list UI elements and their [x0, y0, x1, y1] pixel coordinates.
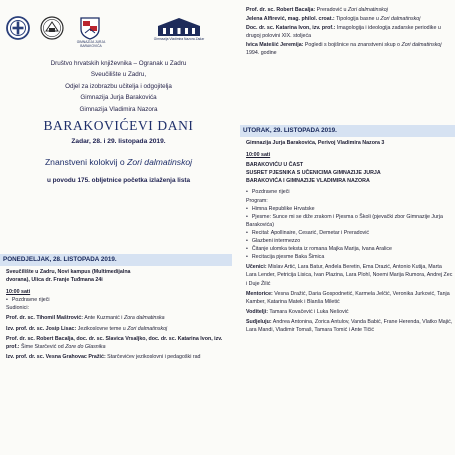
organizer-line: Gimnazija Jurja Barakovića [80, 94, 157, 102]
talk-speaker: Prof. dr. sc. Tihomil Maštrović: [6, 315, 84, 322]
talk-item [246, 24, 452, 40]
program-item: • Pjesme: Sunce mi se diže zrakom i Pjesma o Školi (pjevački zbor Gimnazije Jurja Barakovića) [246, 213, 453, 229]
program-item: • Glazbeni intermezzo [246, 237, 453, 245]
talk-item [6, 325, 232, 333]
talk-item [6, 335, 232, 351]
talk-title-tail: 1994. godine [246, 50, 277, 57]
organizer-line: Odjel za izobrazbu učitelja i odgojitelja [65, 82, 172, 90]
program-item: • Himna Republike Hrvatske [246, 205, 453, 213]
talk-title-italic: Zori dalmatinskoj [380, 16, 421, 23]
right-column [240, 0, 455, 455]
talk-speaker: Ivica Matešić Jeremija: [246, 42, 304, 49]
subtitle-italic: Zori dalmatinskoj [127, 157, 193, 167]
event-date: Zadar, 28. i 29. listopada 2019. [71, 138, 166, 145]
program-item: • Čitanje ulomka teksta iz romana Majka Marija, Ivana Aralice [246, 245, 453, 253]
talk-speaker: Jelena Alfirević, mag. philol. croat.: [246, 16, 335, 23]
day1-bar: PONEDJELJAK, 28. LISTOPADA 2019. [0, 254, 232, 266]
day2-venue: Gimnazija Jurja Barakovića, Perivoj Vladimira Nazora 3 [246, 140, 385, 146]
organizer-line: Sveučilište u Zadru, [90, 71, 147, 79]
group-members: Andrea Antonina, Zorica Antulov, Vanda Babić, Frane Herenda, Vlatko Majić, Lara Mandi, Vladimir Tomaš, Tamara Tomić i Ante Tičić [246, 318, 453, 333]
event-title: BARAKOVIĆEVI DANI [43, 118, 194, 133]
group-label: Voditelji: [246, 308, 268, 315]
talk-speaker: Prof. dr. sc. Robert Bacalja, doc. dr. sc. Slavica Vrsaljko, doc. dr. sc. Katarina Ivon, izv. prof.: [6, 335, 223, 350]
talk-title: Pogledi s bojišnice na znanstveni skup o [303, 42, 402, 49]
day2-bar: UTORAK, 29. LISTOPADA 2019. [240, 125, 455, 137]
talk-title-italic: Zora dalmatinska [123, 315, 165, 322]
day2-time: 10:00 sati [246, 152, 271, 159]
day2-heading-line: BARAKOVIĆA I GIMNAZIJE VLADIMIRA NAZORA [246, 178, 370, 185]
nazora-caption: Gimnazija Vladimira Nazora Zadar [153, 37, 205, 41]
talk-title: Ante Kuzmanić i [83, 315, 124, 322]
day2-body [246, 139, 453, 334]
group-members: Mislav Artić, Lara Batur, Anđela Beretin, Ema Drazić, Antonio Kutija, Marta Lara Lender, Petricija Lisica, Ivan Plazina, Lara Plohl, Noemi Marija Rumora, Andrej Zec i Duje Žilić [246, 264, 453, 287]
program-label: Program: [246, 197, 268, 204]
talk-title-italic: Zori dalmatinskoj [127, 325, 168, 332]
program-item: • Recitacija pjesme Baka Šimica [246, 253, 453, 261]
hosts-group [246, 308, 453, 316]
mentors-group [246, 290, 453, 306]
gimnazija-nazora-logo [156, 17, 202, 37]
organizer-line: Društvo hrvatskih književnika – Ogranak u Zadru [50, 60, 187, 67]
talk-item [246, 6, 452, 14]
group-members: Tamara Kovačević i Luka Nešović [267, 308, 349, 315]
students-group [246, 263, 453, 287]
talk-item [6, 314, 232, 322]
barakovica-caption: GIMNAZIJA JURJA BARAKOVIĆA [76, 40, 106, 48]
talk-speaker: Izv. prof. dr. sc. Josip Lisac: [6, 325, 77, 332]
group-label: Učenici: [246, 264, 267, 271]
talk-title: Imagologija i ideologija zadarske periodike u drugoj polovini XIX. stoljeća [246, 25, 441, 40]
talk-title: Šime Starčević od [19, 343, 66, 350]
organizers [0, 58, 237, 115]
gimnazija-barakovica-logo [78, 16, 102, 40]
group-members: Vesna Dražić, Daria Gospodnetić, Karmela Jelčić, Veronika Jurković, Tanja Kamber, Katarina Matek i Blanša Miletić [246, 290, 450, 305]
talk-title: Tipologija basne u [334, 16, 381, 23]
organizer-line: Gimnazija Vladimira Nazora [79, 105, 158, 113]
logo-row [6, 16, 234, 48]
talk-title-italic: Zore do Glasnika [65, 343, 106, 350]
university-logo [38, 16, 66, 40]
day1-participants-label: Sudionici: [6, 305, 29, 312]
talk-item [6, 353, 232, 361]
subtitle-prefix: Znanstveni kolokvij o [44, 157, 128, 167]
day1-venue-line: Sveučilište u Zadru, Novi kampus (Multimedijalna [6, 269, 131, 275]
talk-speaker: Doc. dr. sc. Katarina Ivon, izv. prof.: [246, 25, 336, 32]
talk-item [246, 41, 452, 57]
talk-speaker: Izv. prof. dr. sc. Vesna Grahovac Pražić: [6, 353, 106, 360]
day1-welcome: • Pozdravne riječi [6, 296, 232, 304]
talk-title: Starčevićev jezikoslovni i pedagoški rad [105, 353, 201, 360]
dhk-logo [6, 16, 30, 40]
day2-heading-line: BARAKOVIĆU U ČAST [246, 162, 304, 169]
group-label: Sudjeluju: [246, 318, 272, 325]
day1-continued [246, 6, 452, 58]
day1-body [6, 268, 232, 361]
group-label: Mentorice: [246, 290, 273, 297]
talk-title-italic: Zori dalmatinskoj [401, 42, 442, 49]
colloquium-title [0, 157, 237, 167]
day1-time: 10:00 sati [6, 289, 31, 296]
talk-item [246, 15, 452, 23]
program-item: • Recital: Apollinaire, Cesarić, Demetar i Preradović [246, 229, 453, 237]
participants-group [246, 318, 453, 334]
talk-speaker: Prof. dr. sc. Robert Bacalja: [246, 7, 316, 13]
day2-heading-line: SUSRET PJESNIKA S UČENICIMA GIMNAZIJE JURJA [246, 170, 381, 177]
day2-welcome: • Pozdravne riječi [246, 188, 453, 196]
day1-venue-line: dvorana), Ulica dr. Franje Tuđmana 24i [6, 277, 103, 284]
anniversary-line: u povodu 175. obljetnice početka izlaženja lista [46, 177, 191, 184]
talk-title: Preradović u [315, 7, 348, 13]
talk-title: Jezikoslovne teme u [76, 325, 128, 332]
talk-title-italic: Zori dalmatinskoj [347, 7, 388, 13]
